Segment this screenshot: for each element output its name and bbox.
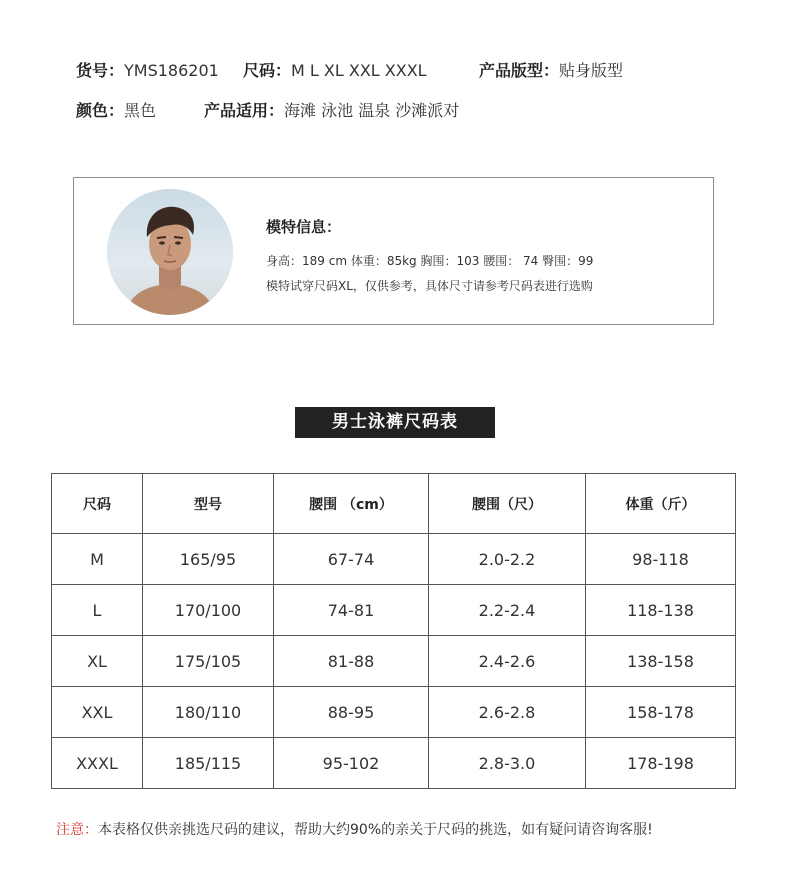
cell-weight: 178-198 bbox=[586, 738, 736, 789]
usage-field bbox=[204, 98, 459, 121]
header-model-number: 型号 bbox=[143, 474, 274, 534]
size-chart-footnote bbox=[56, 819, 653, 839]
header-weight-jin: 体重（斤） bbox=[586, 474, 736, 534]
size-label: 尺码： bbox=[243, 61, 292, 80]
cell-weight: 158-178 bbox=[586, 687, 736, 738]
cell-waist-cm: 81-88 bbox=[274, 636, 429, 687]
cell-weight: 118-138 bbox=[586, 585, 736, 636]
fit-label: 产品版型： bbox=[479, 61, 560, 80]
cell-waist-chi: 2.8-3.0 bbox=[429, 738, 586, 789]
header-waist-cm: 腰围 （cm） bbox=[274, 474, 429, 534]
cell-waist-chi: 2.6-2.8 bbox=[429, 687, 586, 738]
color-value: 黑色 bbox=[124, 101, 157, 120]
table-row bbox=[52, 534, 736, 585]
header-size: 尺码 bbox=[52, 474, 143, 534]
sku-field bbox=[76, 58, 219, 81]
sku-value: YMS186201 bbox=[124, 61, 219, 80]
cell-waist-chi: 2.0-2.2 bbox=[429, 534, 586, 585]
size-chart-title: 男士泳裤尺码表 bbox=[295, 407, 495, 438]
cell-waist-cm: 88-95 bbox=[274, 687, 429, 738]
cell-size: XL bbox=[52, 636, 143, 687]
color-label: 颜色： bbox=[76, 101, 125, 120]
cell-model-number: 180/110 bbox=[143, 687, 274, 738]
table-row bbox=[52, 585, 736, 636]
cell-weight: 138-158 bbox=[586, 636, 736, 687]
cell-waist-cm: 74-81 bbox=[274, 585, 429, 636]
usage-value: 海滩 泳池 温泉 沙滩派对 bbox=[284, 101, 460, 120]
model-portrait-illustration bbox=[107, 189, 233, 315]
fit-field bbox=[479, 58, 623, 81]
cell-model-number: 165/95 bbox=[143, 534, 274, 585]
footnote-label: 注意： bbox=[56, 822, 98, 838]
cell-model-number: 175/105 bbox=[143, 636, 274, 687]
footnote-text: 本表格仅供亲挑选尺码的建议，帮助大约90%的亲关于尺码的挑选，如有疑问请咨询客服! bbox=[98, 822, 653, 838]
cell-size: M bbox=[52, 534, 143, 585]
color-field bbox=[76, 98, 156, 121]
cell-model-number: 170/100 bbox=[143, 585, 274, 636]
cell-size: XXXL bbox=[52, 738, 143, 789]
model-info-title: 模特信息： bbox=[266, 218, 342, 236]
sku-label: 货号： bbox=[76, 61, 125, 80]
cell-waist-cm: 95-102 bbox=[274, 738, 429, 789]
cell-weight: 98-118 bbox=[586, 534, 736, 585]
model-size-note: 模特试穿尺码XL，仅供参考，具体尺寸请参考尺码表进行选购 bbox=[266, 279, 593, 293]
size-field bbox=[243, 58, 427, 81]
table-row bbox=[52, 636, 736, 687]
table-row bbox=[52, 687, 736, 738]
size-chart-table bbox=[51, 473, 736, 789]
cell-waist-chi: 2.2-2.4 bbox=[429, 585, 586, 636]
model-measurements: 身高：189 cm 体重：85kg 胸围：103 腰围： 74 臀围：99 bbox=[266, 254, 594, 268]
cell-size: XXL bbox=[52, 687, 143, 738]
model-info-card bbox=[73, 177, 714, 325]
usage-label: 产品适用： bbox=[204, 101, 285, 120]
fit-value: 贴身版型 bbox=[559, 61, 624, 80]
cell-waist-cm: 67-74 bbox=[274, 534, 429, 585]
cell-waist-chi: 2.4-2.6 bbox=[429, 636, 586, 687]
cell-size: L bbox=[52, 585, 143, 636]
cell-model-number: 185/115 bbox=[143, 738, 274, 789]
model-avatar bbox=[107, 189, 233, 315]
header-waist-chi: 腰围（尺） bbox=[429, 474, 586, 534]
table-row bbox=[52, 738, 736, 789]
size-value: M L XL XXL XXXL bbox=[291, 61, 427, 80]
table-header-row bbox=[52, 474, 736, 534]
